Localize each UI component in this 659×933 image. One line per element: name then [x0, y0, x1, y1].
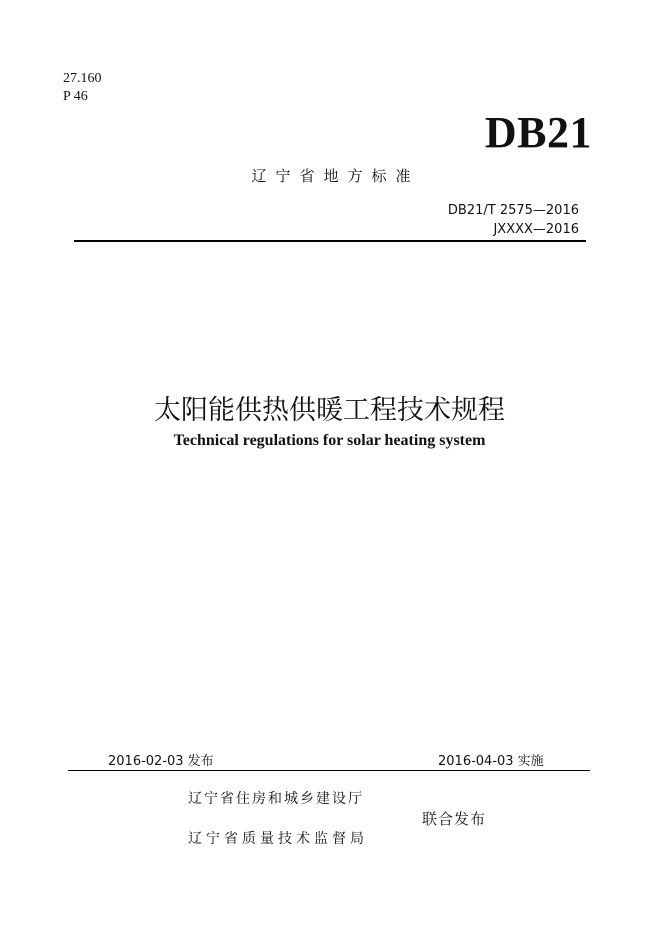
standard-type: 辽宁省地方标准 [251, 167, 420, 185]
standard-number: DB21/T 2575—2016 [447, 203, 579, 218]
bottom-rule [68, 770, 590, 771]
ccs-code: P 46 [63, 89, 88, 104]
title-english: Technical regulations for solar heating system [173, 432, 486, 449]
title-chinese: 太阳能供热供暖工程技术规程 [154, 395, 505, 425]
db-mark: DB21 [484, 108, 592, 157]
issuer-quality-bureau: 辽宁省质量技术监督局 [188, 831, 368, 847]
top-rule [74, 240, 586, 242]
ics-code: 27.160 [63, 71, 102, 86]
implementation-date: 2016-04-03 实施 [438, 754, 544, 769]
joint-release: 联合发布 [422, 810, 487, 828]
issuer-housing-dept: 辽宁省住房和城乡建设厅 [188, 791, 364, 807]
record-number: JXXXX—2016 [493, 222, 579, 237]
issue-date: 2016-02-03 发布 [108, 754, 214, 769]
